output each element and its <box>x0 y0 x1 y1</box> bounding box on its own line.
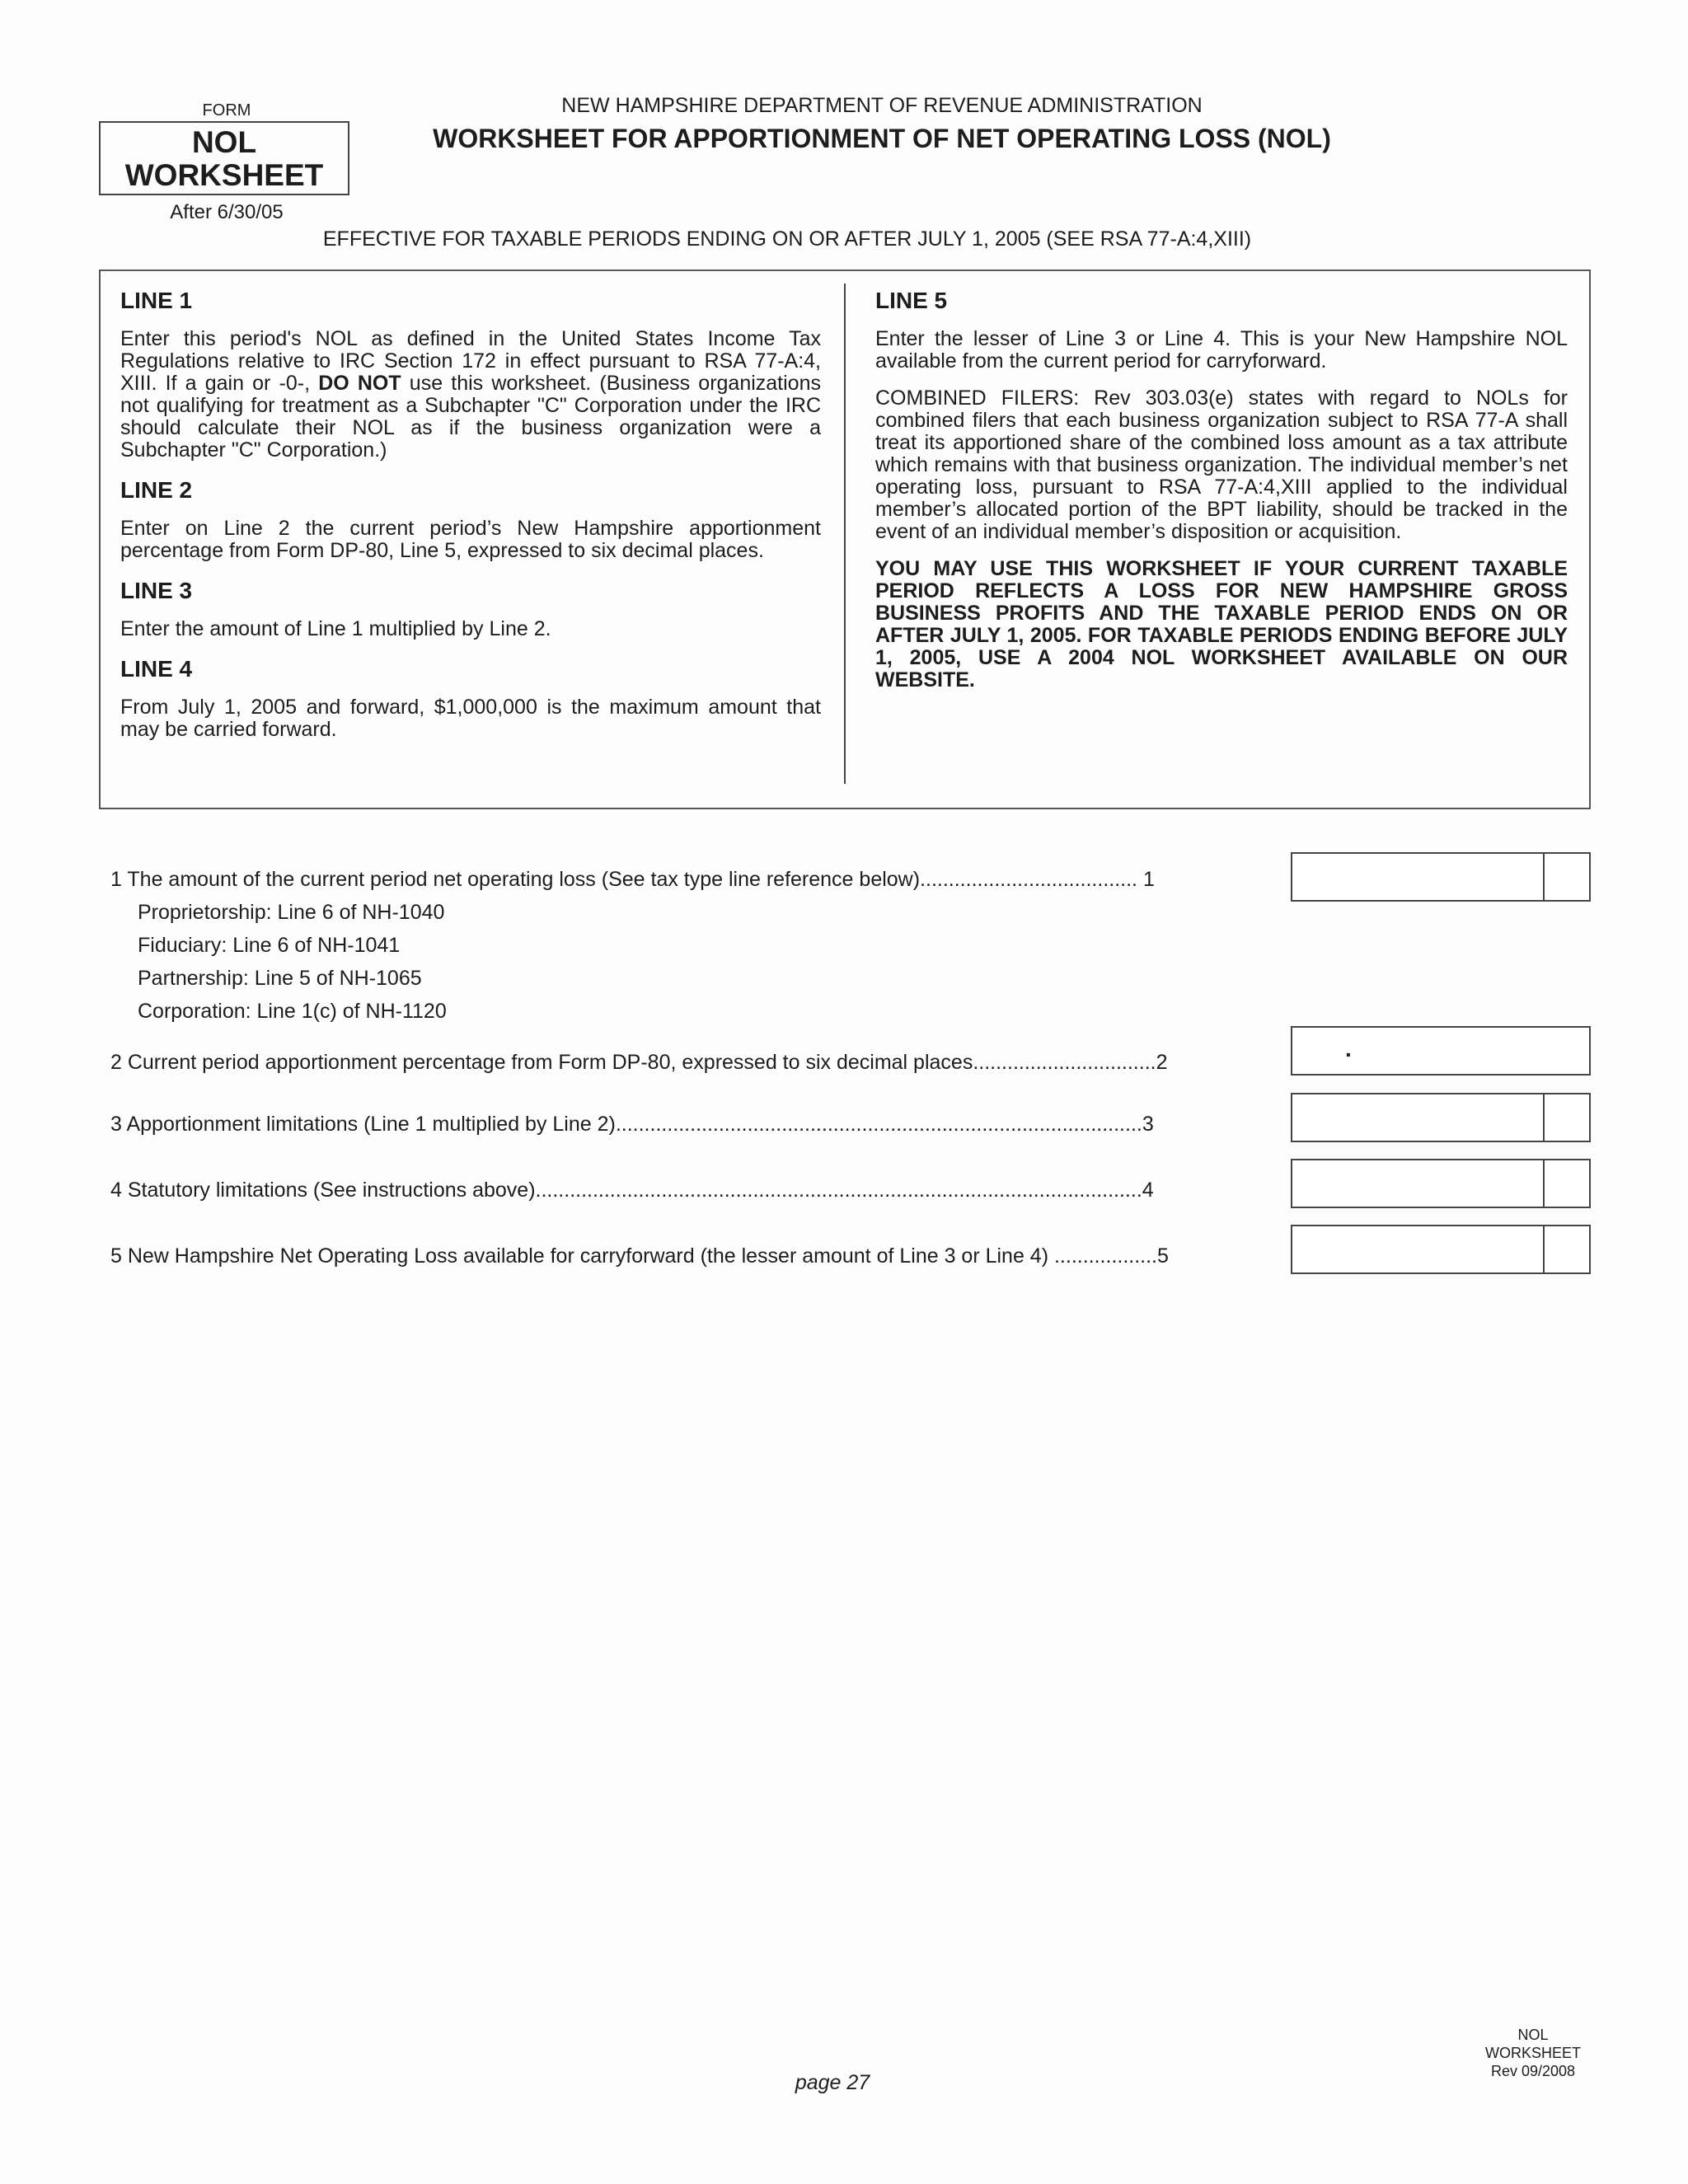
line1-text-b: use this worksheet. (Business organizations not qualifying for treatment as a Subchapter "C" Corporation under the IRC should calculate their NOL as if the business organization were a Subchapter "C" Corporation.) <box>120 372 821 462</box>
line3-heading: LINE 3 <box>120 578 193 603</box>
department-name: NEW HAMPSHIRE DEPARTMENT OF REVENUE ADMINISTRATION <box>561 94 1203 117</box>
effective-note: EFFECTIVE FOR TAXABLE PERIODS ENDING ON OR AFTER JULY 1, 2005 (SEE RSA 77-A:4,XIII) <box>322 227 1252 251</box>
form-name-line2: WORKSHEET <box>124 158 324 192</box>
form-name-box <box>99 121 349 195</box>
line1-label: 1 The amount of the current period net operating loss (See tax type line reference below)...................................... 1 <box>110 868 1155 891</box>
footer-form-line1: NOL <box>1517 2027 1549 2043</box>
instructions-right-column <box>875 287 1568 706</box>
line1-ref-corporation: Corporation: Line 1(c) of NH-1120 <box>138 1000 447 1023</box>
line1-ref-partnership: Partnership: Line 5 of NH-1065 <box>138 967 422 990</box>
page-number: page 27 <box>795 2071 870 2094</box>
column-divider <box>844 284 846 784</box>
combined-filers-note: COMBINED FILERS: Rev 303.03(e) states with regard to NOLs for combined filers that each business organization subject to RSA 77-A shall treat its apportioned share of the combined loss amount as a tax attribute which remains with that business organization. The individual member’s net operating loss, pursuant to RSA 77-A:4,XIII applied to the individual member’s allocated portion of the BPT liability, should be tracked in the event of an individual member’s disposition or acquisition. <box>875 387 1568 543</box>
instructions-left-column <box>120 287 821 756</box>
line5-cents-cell[interactable] <box>1543 1226 1589 1272</box>
line1-text-a: Enter this period's NOL as defined in the United States Income Tax Regulations relative to IRC Section 172 in effect pursuant to RSA 77-A:4, XIII. If a gain or -0-, <box>120 327 821 395</box>
line3-amount-input[interactable] <box>1296 1098 1538 1139</box>
line4-instruction: From July 1, 2005 and forward, $1,000,000 is the maximum amount that may be carried forward. <box>120 696 821 741</box>
line2-percentage-input[interactable] <box>1358 1031 1584 1072</box>
line4-cents-cell[interactable] <box>1543 1160 1589 1207</box>
line4-entry-box[interactable] <box>1291 1159 1591 1208</box>
line1-ref-fiduciary: Fiduciary: Line 6 of NH-1041 <box>138 934 401 957</box>
line2-heading: LINE 2 <box>120 477 193 503</box>
footer-revision: Rev 09/2008 <box>1490 2063 1576 2079</box>
line2-decimal-point: . <box>1345 1036 1352 1062</box>
form-name-line1: NOL <box>191 125 257 159</box>
line4-label: 4 Statutory limitations (See instructions above)..........................................................................................................4 <box>110 1179 1154 1202</box>
line4-amount-input[interactable] <box>1296 1164 1538 1205</box>
line1-heading: LINE 1 <box>120 288 193 313</box>
line4-heading: LINE 4 <box>120 656 193 682</box>
line3-cents-cell[interactable] <box>1543 1094 1589 1141</box>
line5-instruction: Enter the lesser of Line 3 or Line 4. This is your New Hampshire NOL available from the current period for carryforward. <box>875 327 1568 373</box>
line5-amount-input[interactable] <box>1296 1230 1538 1271</box>
page-title: WORKSHEET FOR APPORTIONMENT OF NET OPERATING LOSS (NOL) <box>433 124 1331 153</box>
line1-entry-box[interactable] <box>1291 852 1591 902</box>
after-date: After 6/30/05 <box>170 201 284 223</box>
line1-amount-input[interactable] <box>1296 857 1538 898</box>
line5-label: 5 New Hampshire Net Operating Loss available for carryforward (the lesser amount of Line 3 or Line 4) ..................5 <box>110 1244 1169 1268</box>
line5-entry-box[interactable] <box>1291 1225 1591 1274</box>
line2-entry-box[interactable] <box>1291 1026 1591 1076</box>
line1-ref-proprietorship: Proprietorship: Line 6 of NH-1040 <box>138 901 445 924</box>
form-label: FORM <box>202 101 251 120</box>
line1-cents-cell[interactable] <box>1543 854 1589 900</box>
line2-label: 2 Current period apportionment percentage from Form DP-80, expressed to six decimal places................................2 <box>110 1051 1168 1074</box>
line1-instruction <box>120 328 821 462</box>
line5-heading: LINE 5 <box>875 288 948 313</box>
footer-form-line2: WORKSHEET <box>1484 2045 1581 2061</box>
footer-form-id <box>1451 2026 1615 2080</box>
line3-label: 3 Apportionment limitations (Line 1 multiplied by Line 2)............................................................................................3 <box>110 1113 1154 1136</box>
line1-text-bold: DO NOT <box>318 372 401 395</box>
worksheet-eligibility-notice: YOU MAY USE THIS WORKSHEET IF YOUR CURRENT TAXABLE PERIOD REFLECTS A LOSS FOR NEW HAMPSHIRE GROSS BUSINESS PROFITS AND THE TAXABLE PERIOD ENDS ON OR AFTER JULY 1, 2005. FOR TAXABLE PERIODS ENDING BEFORE JULY 1, 2005, USE A 2004 NOL WORKSHEET AVAILABLE ON OUR WEBSITE. <box>875 557 1568 691</box>
line2-instruction: Enter on Line 2 the current period’s New Hampshire apportionment percentage from Form DP-80, Line 5, expressed to six decimal places. <box>120 517 821 562</box>
line3-entry-box[interactable] <box>1291 1093 1591 1142</box>
line3-instruction: Enter the amount of Line 1 multiplied by Line 2. <box>120 617 551 640</box>
